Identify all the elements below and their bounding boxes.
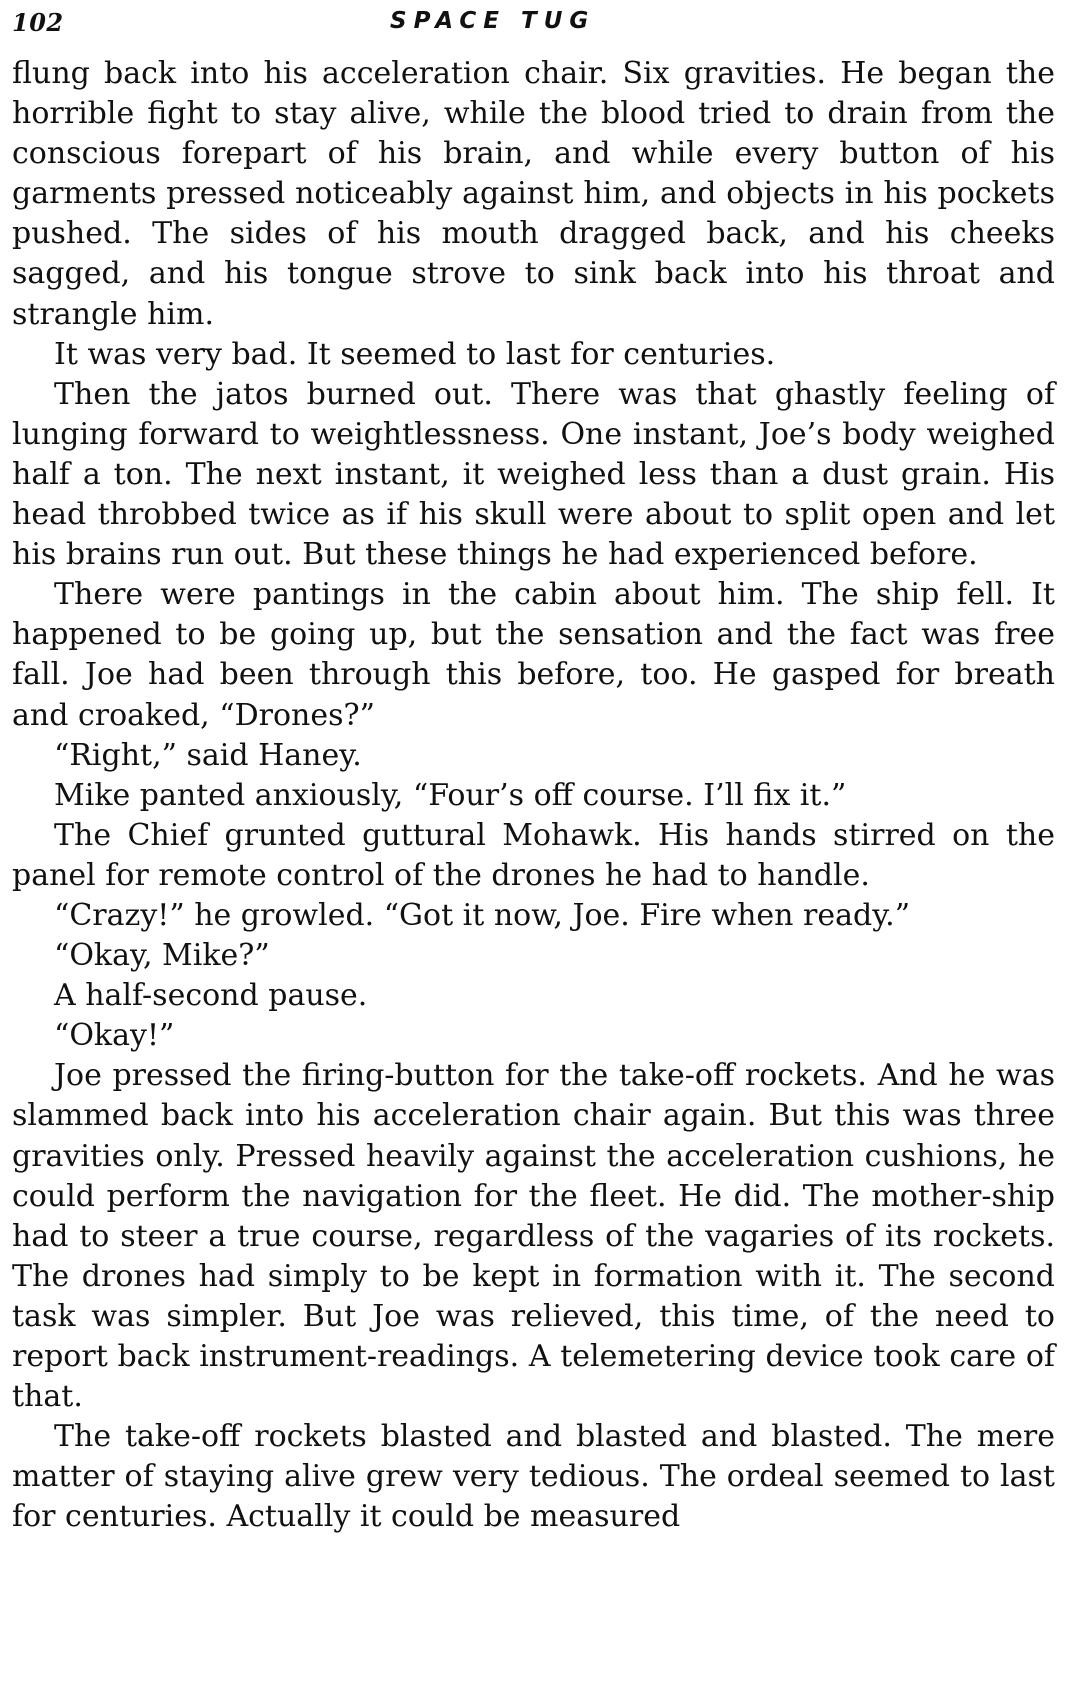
paragraph: There were pantings in the cabin about him. The ship fell. It happened to be going up, but the sensation and the fact was free fall. Joe had been through this before, too. He gasped for breath and croaked, “Drones?” <box>12 577 1055 733</box>
paragraph: flung back into his acceleration chair. Six gravities. He began the horrible fight to stay alive, while the blood tried to drain from the conscious forepart of his brain, and while every button of his garments pressed noticeably against him, and objects in his pockets pushed. The sides of his mouth dragged back, and his cheeks sagged, and his tongue strove to sink back into his throat and strangle him. <box>12 56 1055 332</box>
paragraph: The take-off rockets blasted and blasted and blasted. The mere matter of staying alive grew very tedious. The ordeal seemed to last for centuries. Actually it could be measured <box>12 1419 1055 1535</box>
paragraph: “Right,” said Haney. <box>54 737 362 773</box>
paragraph: Joe pressed the firing-button for the take-off rockets. And he was slammed back into his acceleration chair again. But this was three gravities only. Pressed heavily against the acceleration cushions, he could perform the navigation for the fleet. He did. The mother-ship had to steer a true course, regardless of the vagaries of its rockets. The drones had simply to be kept in formation with it. The second task was simpler. But Joe was relieved, this time, of the need to report back instrument-readings. A telemetering device took care of that. <box>12 1058 1055 1415</box>
page-number: 102 <box>12 8 64 37</box>
paragraph: A half-second pause. <box>54 978 368 1014</box>
paragraph: “Crazy!” he growled. “Got it now, Joe. Fire when ready.” <box>54 897 911 933</box>
paragraph: Mike panted anxiously, “Four’s off course. I’ll fix it.” <box>54 777 847 813</box>
paragraph: “Okay!” <box>54 1018 175 1054</box>
paragraph: “Okay, Mike?” <box>54 938 270 974</box>
body-text <box>12 54 1055 1537</box>
paragraph: It was very bad. It seemed to last for centuries. <box>54 336 776 372</box>
running-head-title: SPACE TUG <box>390 8 596 34</box>
page-header <box>12 8 1057 40</box>
paragraph: Then the jatos burned out. There was that ghastly feeling of lunging forward to weightlessness. One instant, Joe’s body weighed half a ton. The next instant, it weighed less than a dust grain. His head throbbed twice as if his skull were about to split open and let his brains run out. But these things he had experienced before. <box>12 376 1055 573</box>
paragraph: The Chief grunted guttural Mohawk. His hands stirred on the panel for remote control of the drones he had to handle. <box>12 817 1055 893</box>
